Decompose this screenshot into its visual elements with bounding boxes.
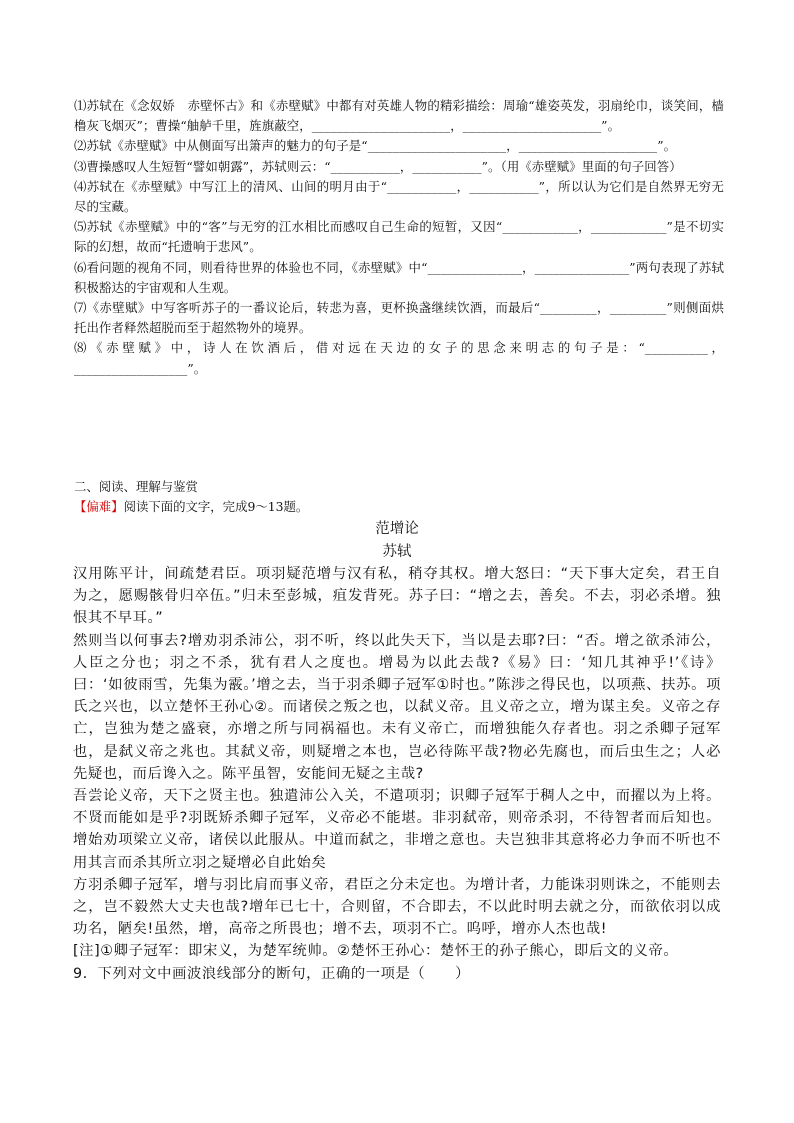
difficulty-tag: 【偏难】 (74, 499, 124, 514)
article-body (73, 563, 721, 985)
article-paragraph-4: 方羽杀卿子冠军，增与羽比肩而事义帝，君臣之分未定也。为增计者，力能诛羽则诛之，不能则去之，岂不毅然大丈夫也哉?增年已七十，合则留，不合即去，不以此时明去就之分，而欲依羽以成功名，陋矣!虽然，增，高帝之所畏也；增不去，项羽不亡。呜呼，增亦人杰也哉! (73, 876, 721, 938)
question-4: ⑷苏轼在《赤壁赋》中写江上的清风、山间的明月由于“___________，___________”，所以认为它们是自然界无穷无尽的宝藏。 (74, 178, 724, 215)
question-5: ⑸苏轼《赤壁赋》中的“客”与无穷的江水相比而感叹自己生命的短暂，又因“____________，____________”是不切实际的幻想，故而“托遗响于悲风”。 (74, 219, 724, 255)
article-paragraph-2: 然则当以何事去?增劝羽杀沛公，羽不听，终以此失天下，当以是去耶?曰：“否。增之欲杀沛公，人臣之分也；羽之不杀，犹有君人之度也。增曷为以此去哉?《易》曰：‘知几其神乎!’《诗》曰：‘如彼雨雪，先集为霰。’增之去，当于羽杀卿子冠军①时也。”陈涉之得民也，以项燕、扶苏。项氏之兴也，以立楚怀王孙心②。而诸侯之叛之也，以弑义帝。且义帝之立，增为谋主矣。义帝之存亡，岂独为楚之盛衰，亦增之所与同祸福也。未有义帝亡，而增独能久存者也。羽之杀卿子冠军也，是弑义帝之兆也。其弑义帝，则疑增之本也，岂必待陈平哉?物必先腐也，而后虫生之；人必先疑也，而后谗入之。陈平虽智，安能间无疑之主哉? (73, 632, 721, 782)
instruction-text: 阅读下面的文字，完成9～13题。 (123, 499, 309, 514)
article-paragraph-3: 吾尝论义帝，天下之贤主也。独遣沛公入关，不遣项羽；识卿子冠军于稠人之中，而擢以为上将。不贤而能如是乎?羽既矫杀卿子冠军，义帝必不能堪。非羽弑帝，则帝杀羽，不待智者而后知也。增始劝项梁立义帝，诸侯以此服从。中道而弑之，非增之意也。夫岂独非其意将必力争而不听也不用其言而杀其所立羽之疑增必自此始矣 (73, 788, 721, 871)
article-title: 范增论 (375, 521, 419, 537)
question-6: ⑹看问题的视角不同，则看待世界的体验也不同，《赤壁赋》中“_______________，_______________”两句表现了苏轼积极豁达的宇宙观和人生观。 (74, 259, 724, 295)
question-8: ⑻《赤壁赋》中，诗人在饮酒后，借对远在天边的女子的思念来明志的句子是：“__________，__________________”。 (74, 340, 724, 376)
fill-in-questions (74, 96, 724, 379)
question-2: ⑵苏轼《赤壁赋》中从侧面写出箫声的魅力的句子是“______________________，______________________”。 (74, 138, 677, 154)
article-footnote: [注]①卿子冠军：即宋义，为楚军统帅。②楚怀王孙心：楚怀王的孙子熊心，即后文的义帝。 (73, 943, 679, 960)
question-9: 9．下列对文中画波浪线部分的断句，正确的一项是（ ） (73, 965, 471, 982)
section-heading: 二、阅读、理解与鉴赏 (74, 479, 198, 494)
article-author: 苏轼 (382, 544, 412, 560)
reading-instruction (74, 497, 308, 517)
article-paragraph-1: 汉用陈平计，间疏楚君臣。项羽疑范增与汉有私，稍夺其权。增大怒曰：“天下事大定矣，君王自为之，愿赐骸骨归卒伍。”归未至彭城，疽发背死。苏子曰：“增之去，善矣。不去，羽必杀增。独恨其不早耳。” (73, 566, 721, 627)
question-7: ⑺《赤壁赋》中写客听苏子的一番议论后，转悲为喜，更杯换盏继续饮酒，而最后“_________，_________”则侧面烘托出作者释然超脱而至于超然物外的境界。 (74, 300, 724, 336)
question-3: ⑶曹操感叹人生短暂“譬如朝露”，苏轼则云：“___________，___________”。（用《赤壁赋》里面的句子回答） (74, 158, 682, 174)
question-1: ⑴苏轼在《念奴娇 赤壁怀古》和《赤壁赋》中都有对英雄人物的精彩描绘：周瑜“雄姿英发，羽扇纶巾，谈笑间，樯橹灰飞烟灭”；曹操“舳舻千里，旌旗蔽空，______________________，______________________”。 (74, 98, 724, 134)
